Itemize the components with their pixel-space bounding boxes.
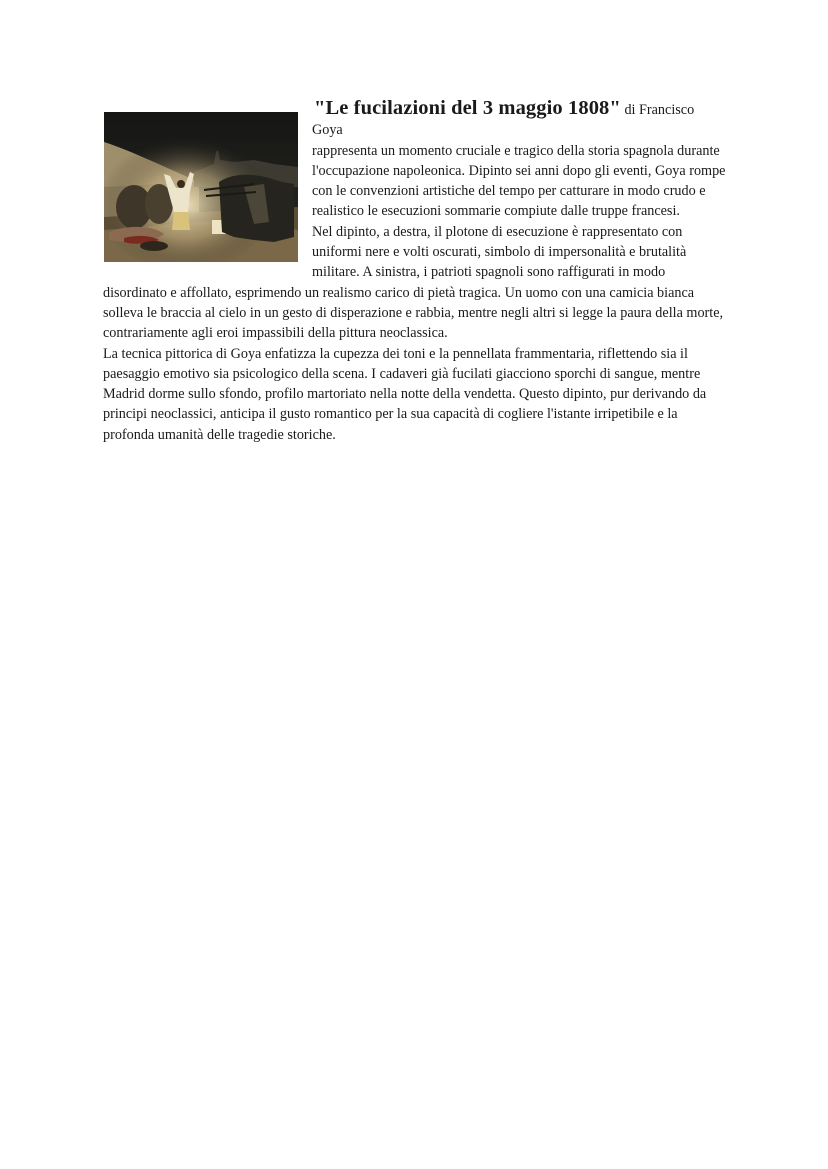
painting-illustration	[104, 112, 298, 262]
painting-image	[104, 112, 298, 262]
artist-byline: di Francisco Goya	[312, 102, 695, 139]
paragraph-3: La tecnica pittorica di Goya enfatizza la cupezza dei toni e la pennellata frammentaria, riflettendo sia il paesaggio emotivo sia psicologico della scena. I cadaveri già fucilati giacciono sporchi di sangue, mentre Madrid dorme sullo sfondo, profilo martoriato nella notte della vendetta. Questo dipinto, pur derivando da principi neoclassici, anticipa il gusto romantico per la sua capacità di cogliere l'istante irripetibile e la profonda umanità delle tragedie storiche.	[103, 345, 707, 443]
document-body	[103, 98, 728, 445]
artwork-title: "Le fucilazioni del 3 maggio 1808"	[314, 97, 621, 119]
paragraph-1: rappresenta un momento cruciale e tragico della storia spagnola durante l'occupazione napoleonica. Dipinto sei anni dopo gli eventi, Goya rompe con le convenzioni artistiche del tempo per catturare in modo crudo e realistico le esecuzioni sommarie compiute dalle truppe francesi.	[312, 142, 726, 220]
paragraph-2: Nel dipinto, a destra, il plotone di esecuzione è rappresentato con uniformi nere e volti oscurati, simbolo di impersonalità e brutalità militare. A sinistra, i patrioti spagnoli sono raffigurati in modo disordinato e affollato, esprimendo un realismo carico di pietà tragica. Un uomo con una camicia bianca solleva le braccia al cielo in un gesto di disperazione e rabbia, mentre negli altri si legge la paura della morte, contrariamente agli eroi impassibili della pittura neoclassica.	[103, 223, 724, 342]
